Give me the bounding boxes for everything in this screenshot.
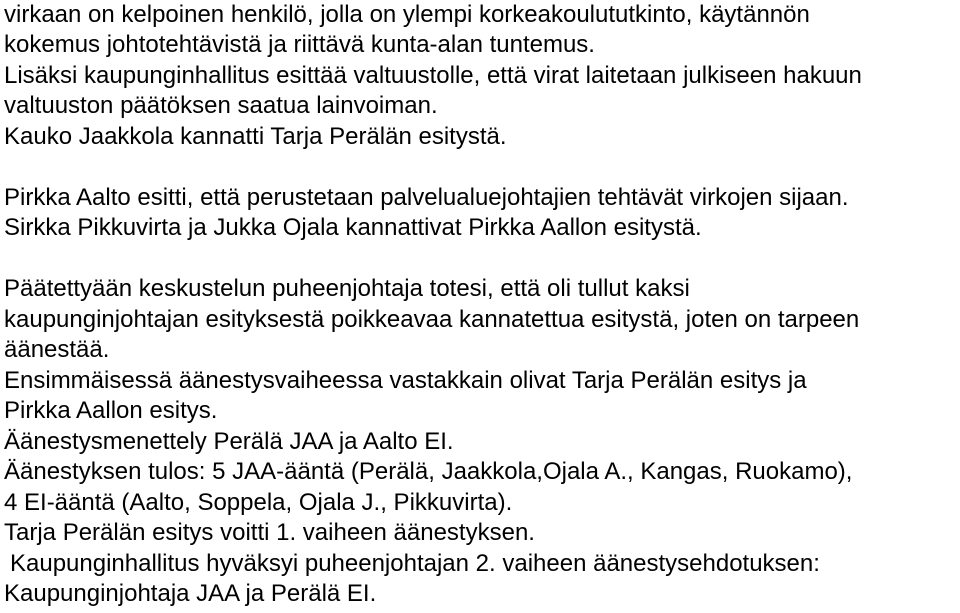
text-line: virkaan on kelpoinen henkilö, jolla on ylempi korkeakoulututkinto, käytännön: [4, 1, 810, 28]
text-line: Päätettyään keskustelun puheenjohtaja totesi, että oli tullut kaksi: [4, 275, 690, 302]
text-line: kaupunginjohtajan esityksestä poikkeavaa kannatettua esitystä, joten on tarpeen: [4, 306, 860, 333]
text-line: Ensimmäisessä äänestysvaiheessa vastakkain olivat Tarja Perälän esitys ja: [4, 367, 807, 394]
text-line: Kauko Jaakkola kannatti Tarja Perälän esitystä.: [4, 123, 507, 150]
text-line: valtuuston päätöksen saatua lainvoiman.: [4, 92, 438, 119]
text-line: Tarja Perälän esitys voitti 1. vaiheen äänestyksen.: [4, 519, 535, 546]
text-line: Sirkka Pikkuvirta ja Jukka Ojala kannattivat Pirkka Aallon esitystä.: [4, 214, 702, 241]
text-line: Pirkka Aalto esitti, että perustetaan palvelualuejohtajien tehtävät virkojen sijaan.: [4, 184, 849, 211]
text-line: Kaupunginhallitus hyväksyi puheenjohtajan 2. vaiheen äänestysehdotuksen:: [10, 550, 820, 577]
text-line: kokemus johtotehtävistä ja riittävä kunta-alan tuntemus.: [4, 31, 595, 58]
text-line: Pirkka Aallon esitys.: [4, 397, 218, 424]
text-line: Äänestysmenettely Perälä JAA ja Aalto EI.: [4, 428, 454, 455]
text-line: 4 EI-ääntä (Aalto, Soppela, Ojala J., Pikkuvirta).: [4, 489, 513, 516]
text-line: äänestää.: [4, 336, 110, 363]
text-line: Lisäksi kaupunginhallitus esittää valtuustolle, että virat laitetaan julkiseen hakuun: [4, 62, 862, 89]
text-line: Äänestyksen tulos: 5 JAA-ääntä (Perälä, Jaakkola,Ojala A., Kangas, Ruokamo),: [4, 458, 853, 485]
text-line: Kaupunginjohtaja JAA ja Perälä EI.: [4, 580, 377, 607]
